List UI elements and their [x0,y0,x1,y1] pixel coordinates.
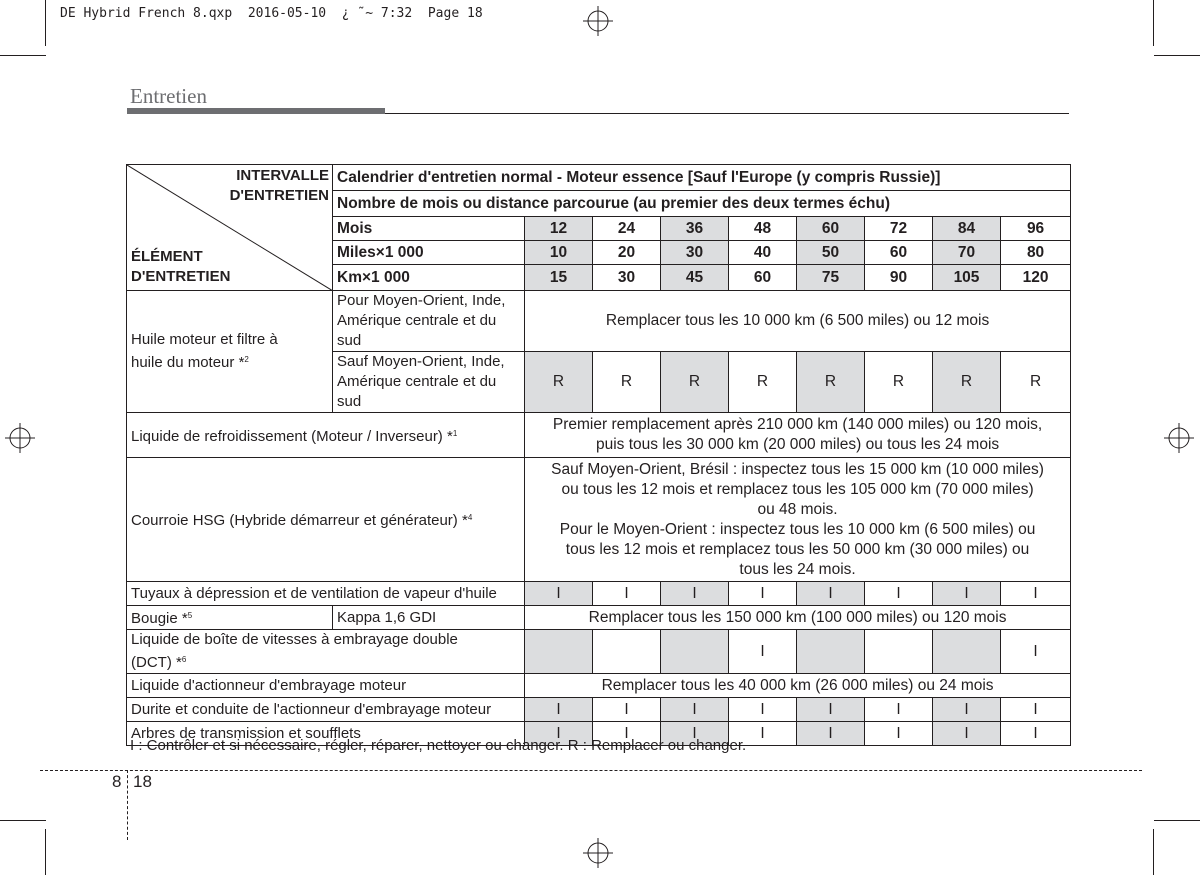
schedule-cell: I [661,582,729,606]
schedule-cell: I [865,698,933,722]
footer-divider [127,770,128,840]
month-cell: 48 [729,217,797,241]
registration-mark-icon [5,423,35,453]
hsg-belt-label: Courroie HSG (Hybride démarreur et générateur) *$^4$ [127,458,525,582]
schedule-cell: R [1001,352,1071,413]
interval-text: Remplacer tous les 10 000 km (6 500 miles) ou 12 mois [525,291,1071,352]
schedule-cell: I [1001,722,1071,746]
dct-fluid-label: Liquide de boîte de vitesses à embrayage double (DCT) *$^6$ [127,630,525,674]
miles-cell: 10 [525,241,593,265]
table-row [127,606,1071,630]
schedule-cell: I [525,582,593,606]
schedule-cell: I [1001,630,1071,674]
table-row [127,630,1071,674]
region-sublabel: Sauf Moyen-Orient, Inde, Amérique centrale et du sud [333,352,525,413]
month-cell: 24 [593,217,661,241]
registration-mark-icon [583,838,613,868]
page-number: 18 [133,772,152,791]
table-corner-header [127,165,333,291]
maintenance-schedule-table [126,164,1071,746]
element-header: ÉLÉMENT D'ENTRETIEN [131,248,231,285]
schedule-cell: I [525,722,593,746]
footer-divider [40,770,1142,771]
miles-cell: 80 [1001,241,1071,265]
coolant-label: Liquide de refroidissement (Moteur / Inverseur) *$^1$ [127,413,525,458]
footnote-ref: 2 [244,355,249,364]
crop-mark [0,55,46,56]
miles-cell: 60 [865,241,933,265]
km-cell: 60 [729,265,797,291]
table-row [127,291,1071,352]
table-row [127,698,1071,722]
months-label: Mois [333,217,525,241]
spark-plug-label: Bougie *$^5$ [127,606,333,630]
schedule-cell: I [933,698,1001,722]
interval-text: Sauf Moyen-Orient, Brésil : inspectez tous les 15 000 km (10 000 miles) ou tous les 12 mois et remplacez tous les 105 000 km (70 000 miles) ou 48 mois. Pour le Moyen-Orient : inspectez tous les 10 000 km (6 500 miles) ou tous les 12 mois et remplacez tous les 50 000 km (30 000 miles) ou tous les 24 mois. [525,458,1071,582]
region-sublabel: Pour Moyen-Orient, Inde, Amérique centrale et du sud [333,291,525,352]
schedule-cell: I [593,698,661,722]
footnote-ref: 5 [187,611,193,620]
crop-mark [1153,829,1154,875]
km-cell: 75 [797,265,865,291]
schedule-cell: I [593,582,661,606]
clutch-hose-label: Durite et conduite de l'actionneur d'embrayage moteur [127,698,525,722]
miles-label: Miles×1 000 [333,241,525,265]
miles-cell: 40 [729,241,797,265]
schedule-cell [933,630,1001,674]
table-row [127,674,1071,698]
schedule-cell: R [933,352,1001,413]
schedule-cell: I [865,722,933,746]
schedule-cell: I [797,722,865,746]
schedule-cell: I [1001,698,1071,722]
table-row [127,582,1071,606]
schedule-cell: I [525,698,593,722]
crop-mark [1154,55,1200,56]
interval-subtitle: Nombre de mois ou distance parcourue (au premier des deux termes échu) [333,191,1071,217]
km-cell: 45 [661,265,729,291]
registration-mark-icon [583,6,613,36]
km-cell: 15 [525,265,593,291]
schedule-cell: R [593,352,661,413]
section-title: Entretien [130,84,207,108]
km-label: Km×1 000 [333,265,525,291]
month-cell: 72 [865,217,933,241]
crop-mark [45,829,46,875]
month-cell: 84 [933,217,1001,241]
footnote-ref: 1 [452,428,458,438]
schedule-cell: I [729,630,797,674]
schedule-cell: I [661,722,729,746]
month-cell: 96 [1001,217,1071,241]
title-rule [127,108,385,114]
schedule-cell [865,630,933,674]
interval-text: Premier remplacement après 210 000 km (140 000 miles) ou 120 mois, puis tous les 30 000 km (20 000 miles) ou tous les 24 mois [525,413,1071,458]
drive-shafts-label: Arbres de transmission et soufflets [127,722,525,746]
km-cell: 120 [1001,265,1071,291]
month-cell: 12 [525,217,593,241]
footnote-ref: 6 [181,655,187,664]
crop-mark [1153,0,1154,46]
miles-cell: 20 [593,241,661,265]
month-cell: 60 [797,217,865,241]
crop-mark [0,820,46,821]
clutch-fluid-label: Liquide d'actionneur d'embrayage moteur [127,674,525,698]
km-cell: 90 [865,265,933,291]
schedule-cell: I [865,582,933,606]
table-row [127,413,1071,458]
month-cell: 36 [661,217,729,241]
km-cell: 30 [593,265,661,291]
title-rule [385,113,1069,114]
schedule-cell: I [933,722,1001,746]
crop-mark [1154,820,1200,821]
crop-mark [45,0,46,46]
table-legend: I : Contrôler et si nécessaire, régler, réparer, nettoyer ou changer. R : Remplacer ou changer. [130,737,747,754]
engine-sublabel: Kappa 1,6 GDI [333,606,525,630]
interval-text: Remplacer tous les 150 000 km (100 000 miles) ou 120 mois [525,606,1071,630]
miles-cell: 50 [797,241,865,265]
schedule-cell: I [797,698,865,722]
schedule-cell: R [661,352,729,413]
interval-text: Remplacer tous les 40 000 km (26 000 miles) ou 24 mois [525,674,1071,698]
schedule-cell: I [1001,582,1071,606]
table-row [127,458,1071,582]
schedule-cell [661,630,729,674]
chapter-number: 8 [112,772,122,791]
footnote-ref: 4 [467,513,473,522]
engine-oil-label: Huile moteur et filtre à huile du moteur *$^2$ [127,291,333,413]
schedule-cell: I [729,698,797,722]
schedule-cell: R [525,352,593,413]
schedule-cell [797,630,865,674]
schedule-cell: I [661,698,729,722]
schedule-cell: R [865,352,933,413]
km-cell: 105 [933,265,1001,291]
schedule-cell: I [593,722,661,746]
schedule-cell: R [797,352,865,413]
vacuum-hoses-label: Tuyaux à dépression et de ventilation de vapeur d'huile [127,582,525,606]
registration-mark-icon [1164,423,1194,453]
schedule-cell: I [729,722,797,746]
print-header: DE Hybrid French 8.qxp 2016-05-10 ¿ ˜~ 7:32 Page 18 [60,6,483,21]
miles-cell: 30 [661,241,729,265]
miles-cell: 70 [933,241,1001,265]
schedule-cell: I [729,582,797,606]
schedule-cell: R [729,352,797,413]
schedule-title: Calendrier d'entretien normal - Moteur essence [Sauf l'Europe (y compris Russie)] [333,165,1071,191]
schedule-cell: I [933,582,1001,606]
schedule-cell [525,630,593,674]
schedule-cell [593,630,661,674]
interval-header: INTERVALLE D'ENTRETIEN [229,167,329,204]
schedule-cell: I [797,582,865,606]
